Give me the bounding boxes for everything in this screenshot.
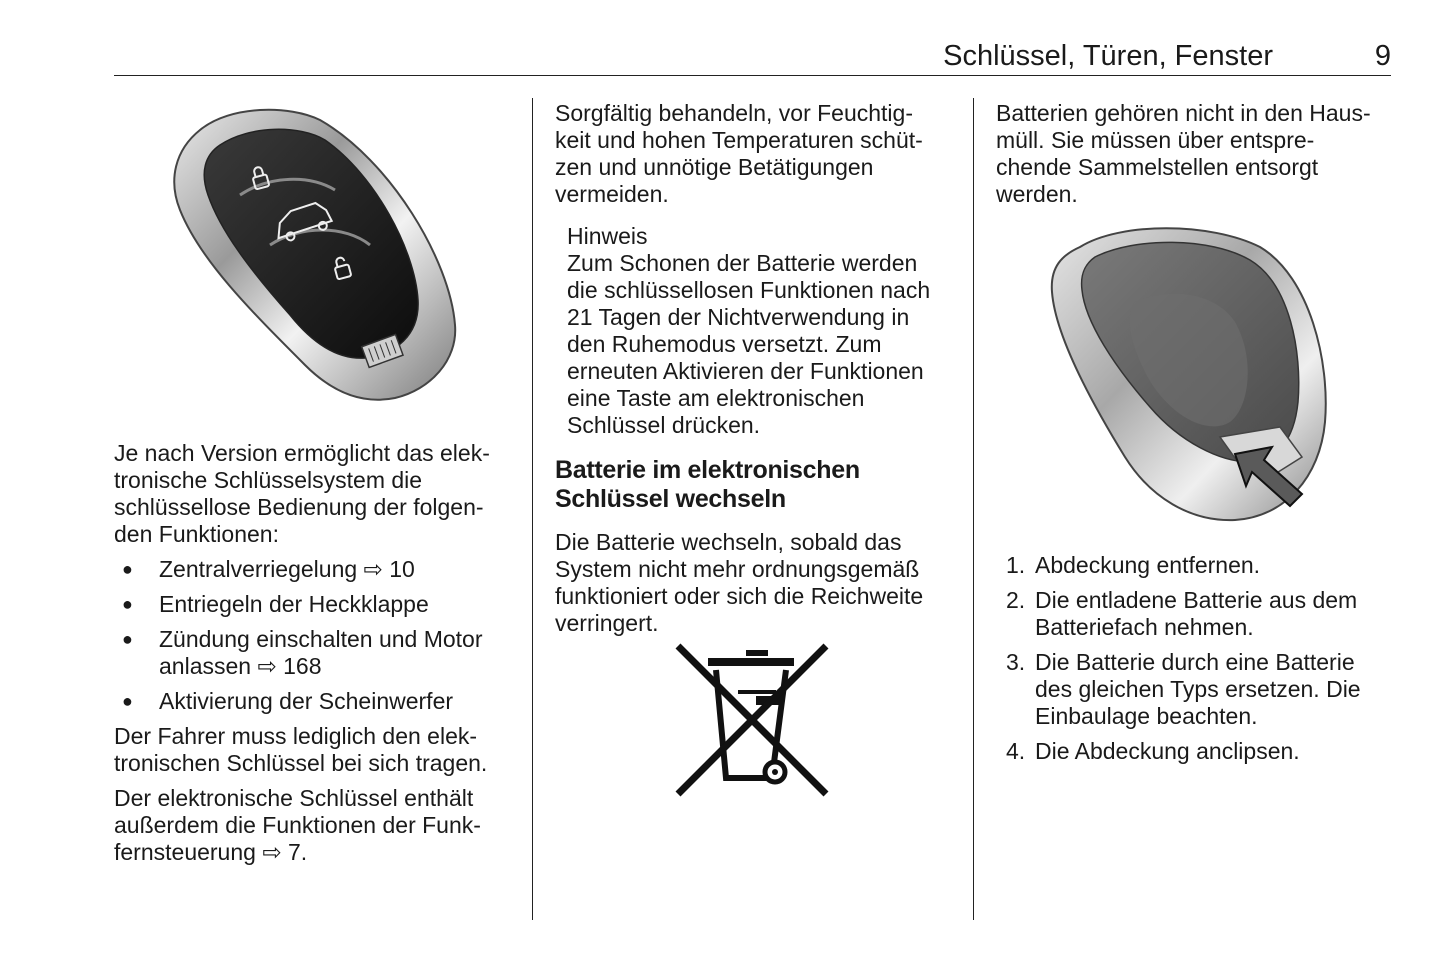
key-back-figure [1040,222,1340,522]
list-item: 2. Die entladene Batterie aus dem Batteriefach nehmen. [1006,587,1358,640]
column-divider-1 [532,98,533,920]
key-fob-figure [160,100,460,405]
list-item: ● Zentralverriegelung ⇨ 10 [114,556,514,583]
replacement-steps [1006,552,1406,773]
column-2 [555,100,955,637]
section-heading: Batterie im elektronischen Schlüssel wechseln [555,456,860,513]
battery-paragraph: Die Batterie wechseln, sobald das System nicht mehr ordnungsgemäß funktioniert oder sich die Reichweite verringert. [555,529,924,636]
column-3 [996,100,1396,208]
list-item: 3. Die Batterie durch eine Batterie des gleichen Typs ersetzen. Die Einbaulage beachten. [1006,649,1361,729]
crossed-out-wheelie-bin-icon [672,640,832,800]
care-paragraph: Sorgfältig behandeln, vor Feuchtig- keit und hohen Temperaturen schüt- zen und unnötige Betätigungen vermeiden. [555,100,923,207]
list-item: ● Entriegeln der Heckklappe [114,591,514,618]
function-list [114,556,514,715]
column-divider-2 [973,98,974,920]
list-item: 4. Die Abdeckung anclipsen. [1006,738,1300,764]
disposal-paragraph: Batterien gehören nicht in den Haus- müll. Sie müssen über entspre- chende Sammelstellen entsorgt werden. [996,100,1371,207]
note-title: Hinweis [567,223,648,249]
list-item: ● Zündung einschalten und Motor anlassen ⇨ 168 [114,626,514,680]
header-title: Schlüssel, Türen, Fenster [943,40,1273,72]
header-rule [114,75,1391,76]
remote-paragraph: Der elektronische Schlüssel enthält außerdem die Funktionen der Funk- fernsteuerung ⇨ 7. [114,785,481,865]
note-box [567,223,955,439]
page-number: 9 [1374,40,1391,72]
intro-paragraph: Je nach Version ermöglicht das elek- tronische Schlüsselsystem die schlüssellose Bedienung der folgen- den Funktionen: [114,440,490,547]
list-item: 1. Abdeckung entfernen. [1006,552,1261,578]
column-1 [114,440,514,866]
list-item: ● Aktivierung der Scheinwerfer [114,688,514,715]
note-text: Zum Schonen der Batterie werden die schlüssellosen Funktionen nach 21 Tagen der Nichtverwendung in den Ruhemodus versetzt. Zum erneuten Aktivieren der Funktionen eine Taste am elektronischen Schlüssel drücken. [567,250,931,438]
driver-paragraph: Der Fahrer muss lediglich den elek- tronischen Schlüssel bei sich tragen. [114,723,488,776]
